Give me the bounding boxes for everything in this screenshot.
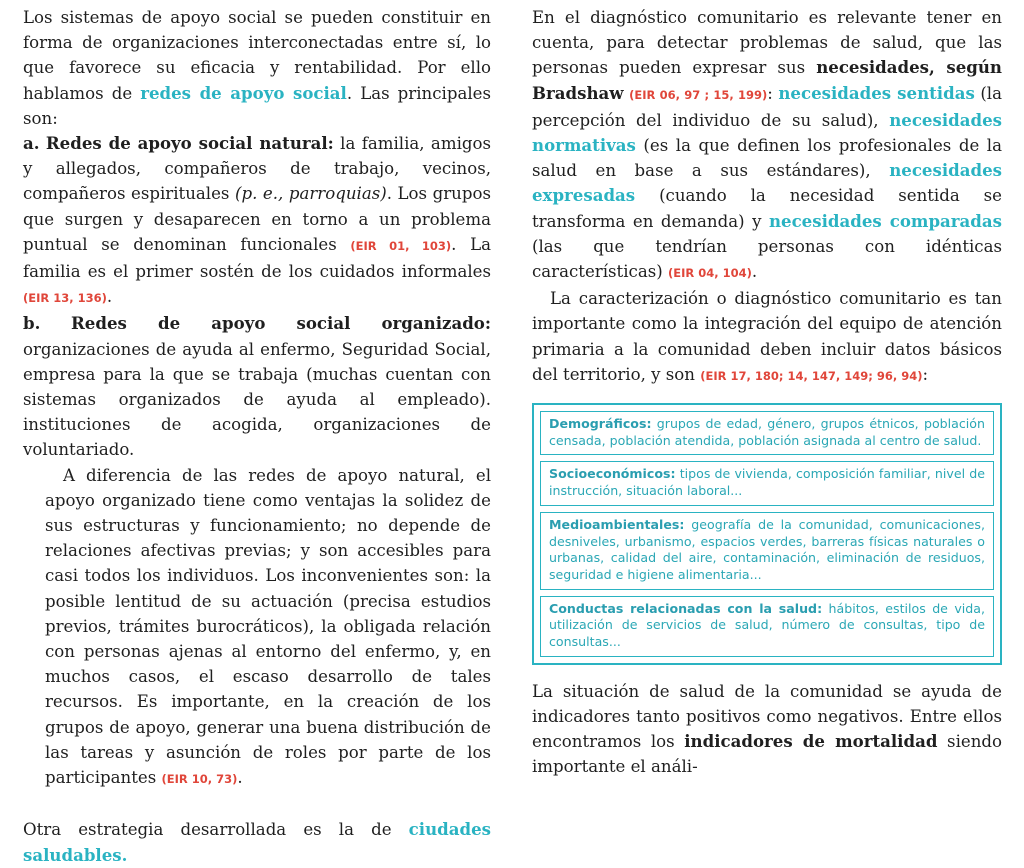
term-redes-apoyo-social: redes de apoyo social [140,82,347,103]
exam-reference: (EIR 17, 180; 14, 147, 149; 96, 94) [700,368,923,383]
box-cell-conductas [540,596,994,657]
text: La caracterización o diagnóstico comunitario es tan importante como la integración del equipo de atención primaria a la comunidad deben incluir datos básicos del territorio, y son [532,289,1002,384]
cell-text: grupos de edad, género, grupos étnicos, población censada, población atendida, población asignada al centro de salud. [549,416,985,448]
list-item-b [23,311,491,462]
term-necesidades-sentidas: necesidades sentidas [778,82,975,103]
bradshaw-paragraph [532,0,1002,286]
cell-title: Demográficos: [549,416,652,432]
cell-text: hábitos, estilos de vida, utilización de servicios de salud, número de consultas, tipo de consultas... [549,600,985,650]
support-paragraph [23,463,491,793]
exam-reference: (EIR 10, 73) [161,772,238,787]
text: : [922,364,929,384]
text: A diferencia de las redes de apoyo natural, el apoyo organizado tiene como ventajas la solidez de sus estructuras y funcionamiento; no depende de relaciones afectivas previas; y son accesibles para casi todos los individuos. Los inconvenientes son: la posible lentitud de su actuación (precisa estudios previos, trámites burocráticos), la obligada relación con personas ajenas al entorno del enfermo, y, en muchos casos, el escaso desarrollo de tales recursos. Es importante, en la creación de los grupos de apoyo, generar una buena distribución de las tareas y asunción de roles por parte de los participantes [45,465,491,788]
text: En el diagnóstico comunitario es relevante tener en cuenta, para detectar problemas de salud, que las personas pueden expresar sus [532,8,1002,78]
right-column [532,0,1002,780]
text: . [751,262,758,282]
text: Otra estrategia desarrollada es la de [23,820,409,840]
cell-text: geografía de la comunidad, comunicaciones, desniveles, urbanismo, espacios verdes, barreras físicas naturales o urbanas, calidad del aire, contaminación, eliminación de residuos, seguridad e higiene alimentaria... [549,516,985,582]
cell-title: Socioeconómicos: [549,466,676,482]
item-title: Redes de apoyo social organizado: [71,313,491,334]
text: . [106,287,113,307]
text: la familia, amigos y allegados, compañeros de trabajo, vecinos, compañeros espirituales [23,134,491,204]
italic-text: (p. e., parroquias) [234,184,387,204]
text: (las que tendrían personas con idénticas características) [532,236,1002,282]
text: (es la que definen los profesionales de la salud en base a sus estándares), [532,136,1002,181]
list-marker: a. [23,133,40,154]
list-marker: b. [23,313,41,334]
text: organizaciones de ayuda al enfermo, Seguridad Social, empresa para la que se trabaja (muchas cuentan con sistemas organizados de ayuda al empleado). instituciones de acogida, organizaciones de voluntariado. [23,339,491,460]
text: . La familia es el primer sostén de los cuidados informales [23,234,491,282]
item-title: Redes de apoyo social natural: [45,133,334,154]
cell-title: Medioambientales: [549,516,685,532]
term-necesidades-comparadas: necesidades comparadas [768,210,1002,231]
cell-title: Conductas relacionadas con la salud: [549,600,823,616]
text: . [237,768,243,788]
text: siendo importante el análi- [532,732,1002,777]
bold-text: necesidades, según Bradshaw [532,57,1002,103]
territory-data-box [532,403,1002,665]
text: (cuando la necesidad sentida se transforma en demanda) y [532,186,1002,231]
text: . Las principales son: [23,83,491,128]
left-column [23,0,491,868]
text: La situación de salud de la comunidad se ayuda de indicadores tanto positivos como negativos. Entre ellos encontramos los [532,681,1002,752]
box-cell-socioeconomicos [540,461,994,505]
term-necesidades-normativas: necesidades normativas [532,109,1002,156]
list-item-a [23,131,491,311]
term-necesidades-expresadas: necesidades expresadas [532,160,1002,206]
bold-text: indicadores de mortalidad [684,731,938,752]
box-cell-demograficos [540,411,994,455]
intro-paragraph [23,0,491,131]
exam-reference: (EIR 01, 103) [350,238,452,253]
term-ciudades-saludables: ciudades saludables. [23,819,491,865]
cell-text: tipos de vivienda, composición familiar, nivel de instrucción, situación laboral... [549,466,985,499]
exam-reference: (EIR 04, 104) [667,266,752,281]
text: Los sistemas de apoyo social se pueden constituir en forma de organizaciones interconectadas entre sí, lo que favorece su eficacia y rentabilidad. Por ello hablamos de [23,8,491,103]
box-cell-medioambientales [540,512,994,590]
exam-reference: (EIR 13, 136) [23,291,107,306]
diagnosis-paragraph [532,286,1002,389]
last-paragraph [23,817,491,867]
exam-reference: (EIR 06, 97 ; 15, 199) [629,87,768,102]
text: (la percepción del individuo de su salud), [532,83,1003,130]
text: : [767,83,779,103]
text: . Los grupos que surgen y desaparecen en torno a un problema puntual se denominan funcionales [23,184,491,254]
